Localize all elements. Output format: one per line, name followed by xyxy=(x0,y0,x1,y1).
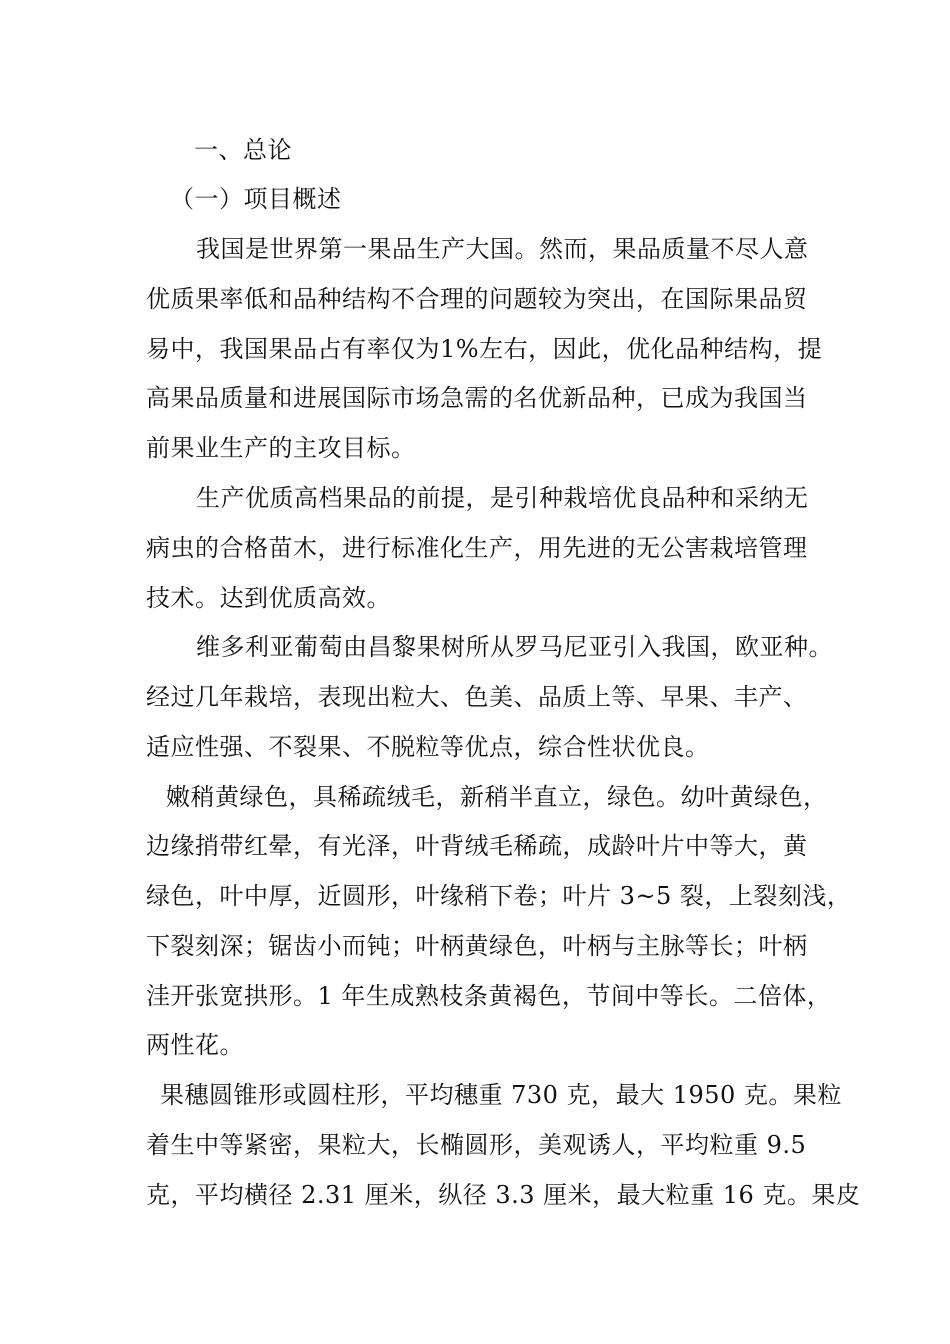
paragraph-4-line-2: 边缘捎带红晕，有光泽，叶背绒毛稀疏，成龄叶片中等大，黄 xyxy=(146,832,808,860)
paragraph-2-line-1: 生产优质高档果品的前提，是引种栽培优良品种和采纳无 xyxy=(196,484,809,512)
paragraph-1-line-3: 易中，我国果品占有率仅为1%左右，因此，优化品种结构，提 xyxy=(146,335,823,363)
paragraph-1-line-1: 我国是世界第一果品生产大国。然而，果品质量不尽人意 xyxy=(196,235,809,263)
paragraph-5-line-1: 果穗圆锥形或圆柱形，平均穗重 730 克，最大 1950 克。果粒 xyxy=(160,1081,842,1109)
paragraph-1-line-2: 优质果率低和品种结构不合理的问题较为突出，在国际果品贸 xyxy=(146,285,808,313)
paragraph-4-line-4: 下裂刻深；锯齿小而钝；叶柄黄绿色，叶柄与主脉等长；叶柄 xyxy=(146,932,808,960)
paragraph-1-line-4: 高果品质量和进展国际市场急需的名优新品种，已成为我国当 xyxy=(146,384,808,412)
paragraph-4-line-5: 洼开张宽拱形。1 年生成熟枝条黄褐色，节间中等长。二倍体， xyxy=(146,982,832,1010)
paragraph-2-line-2: 病虫的合格苗木，进行标准化生产，用先进的无公害栽培管理 xyxy=(146,534,808,562)
paragraph-3-line-2: 经过几年栽培，表现出粒大、色美、品质上等、早果、丰产、 xyxy=(146,683,808,711)
section-heading: 一、总论 xyxy=(194,136,292,164)
paragraph-1-line-5: 前果业生产的主攻目标。 xyxy=(146,434,416,462)
paragraph-5-line-2: 着生中等紧密，果粒大，长椭圆形，美观诱人，平均粒重 9.5 xyxy=(146,1131,807,1159)
paragraph-4-line-3: 绿色，叶中厚，近圆形，叶缘稍下卷；叶片 3~5 裂，上裂刻浅， xyxy=(146,882,852,910)
paragraph-3-line-1: 维多利亚葡萄由昌黎果树所从罗马尼亚引入我国，欧亚种。 xyxy=(196,633,833,661)
paragraph-2-line-3: 技术。达到优质高效。 xyxy=(146,584,391,612)
paragraph-3-line-3: 适应性强、不裂果、不脱粒等优点，综合性状优良。 xyxy=(146,733,710,761)
paragraph-5-line-3: 克，平均横径 2.31 厘米，纵径 3.3 厘米，最大粒重 16 克。果皮 xyxy=(146,1181,861,1209)
paragraph-4-line-6: 两性花。 xyxy=(146,1031,244,1059)
subsection-heading: （一）项目概述 xyxy=(170,185,342,213)
paragraph-4-line-1: 嫩稍黄绿色，具稀疏绒毛，新稍半直立，绿色。幼叶黄绿色， xyxy=(166,783,828,811)
